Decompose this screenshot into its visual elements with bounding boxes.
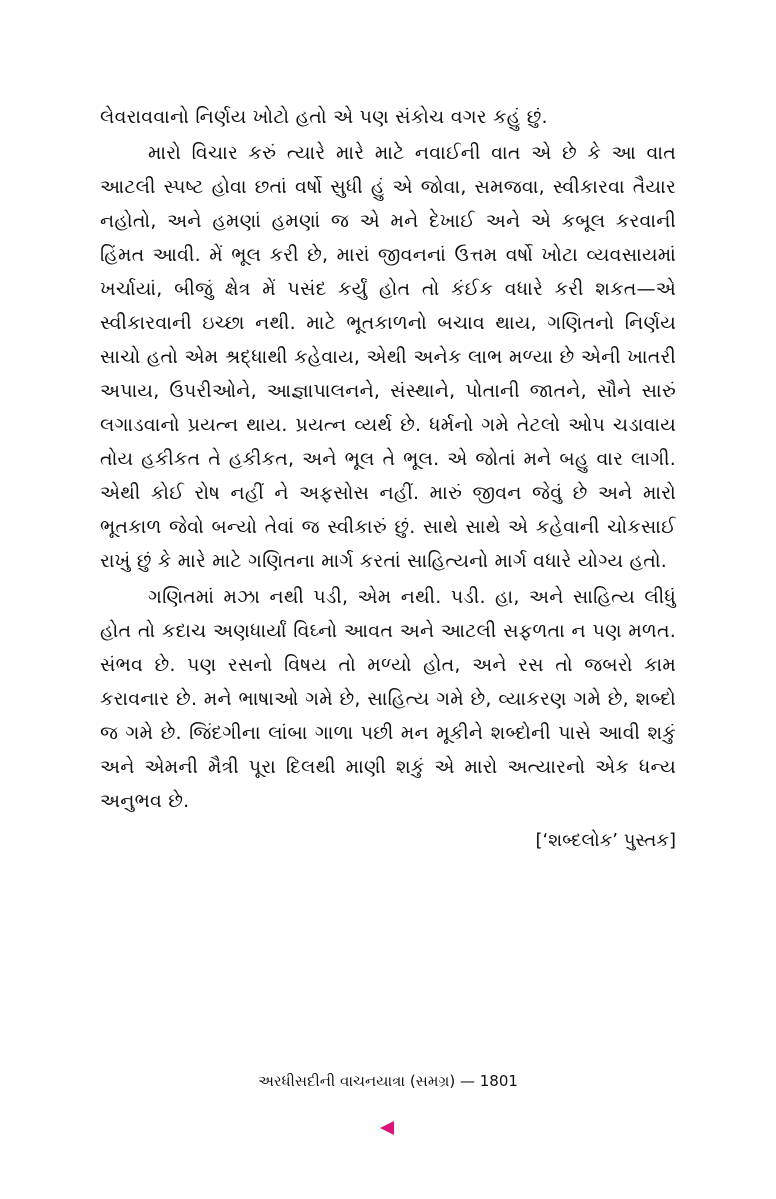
prev-page-arrow-icon[interactable] — [380, 1121, 394, 1135]
page-body — [100, 100, 676, 858]
page-footer: અરધીસદીની વાચનયાત્રા (સમગ્ર) — 1801 — [258, 1072, 518, 1090]
paragraph-continued: લેવરાવવાનો નિર્ણય ખોટો હતો એ પણ સંકોચ વગર કહું છું. — [100, 106, 548, 128]
paragraph-reflection: મારો વિચાર કરું ત્યારે મારે માટે નવાઈની વાત એ છે કે આ વાત આટલી સ્પષ્ટ હોવા છતાં વર્ષો સુધી હું એ જોવા, સમજવા, સ્વીકારવા તૈયાર નહોતો, અને હમણાં હમણાં જ એ મને દેખાઈ અને એ કબૂલ કરવાની હિંમત આવી. મેં ભૂલ કરી છે, મારાં જીવનનાં ઉત્તમ વર્ષો ખોટા વ્યવસાયમાં ખર્ચાયાં, બીજું ક્ષેત્ર મેં પસંદ કર્યું હોત તો કંઈક વધારે કરી શકત—એ સ્વીકારવાની ઇચ્છા નથી. માટે ભૂતકાળનો બચાવ થાય, ગણિતનો નિર્ણય સાચો હતો એમ શ્રદ્ધાથી કહેવાય, એથી અનેક લાભ મળ્યા છે એની ખાતરી અપાય, ઉપરીઓને, આજ્ઞાપાલનને, સંસ્થાને, પોતાની જાતને, સૌને સારું લગાડવાનો પ્રયત્ન થાય. પ્રયત્ન વ્યર્થ છે. ધર્મનો ગમે તેટલો ઓપ ચડાવાય તોય હકીકત તે હકીકત, અને ભૂલ તે ભૂલ. એ જોતાં મને બહુ વાર લાગી. એથી કોઈ રોષ નહીં ને અફસોસ નહીં. મારું જીવન જેવું છે અને મારો ભૂતકાળ જેવો બન્યો તેવાં જ સ્વીકારું છું. સાથે સાથે એ કહેવાની ચોકસાઈ રાખું છું કે મારે માટે ગણિતના માર્ગ કરતાં સાહિત્યનો માર્ગ વધારે યોગ્ય હતો. — [100, 142, 676, 572]
paragraph-conclusion: ગણિતમાં મઝા નથી પડી, એમ નથી. પડી. હા, અને સાહિત્ય લીધું હોત તો કદાચ અણધાર્યાં વિઘ્નો આવત અને આટલી સફળતા ન પણ મળત. સંભવ છે. પણ રસનો વિષય તો મળ્યો હોત, અને રસ તો જબરો કામ કરાવનાર છે. મને ભાષાઓ ગમે છે, સાહિત્ય ગમે છે, વ્યાકરણ ગમે છે, શબ્દો જ ગમે છે. જિંદગીના લાંબા ગાળા પછી મન મૂકીને શબ્દોની પાસે આવી શકું અને એમની મૈત્રી પૂરા દિલથી માણી શકું એ મારો અત્યારનો એક ધન્ય અનુભવ છે. — [100, 586, 676, 812]
source-citation: [‘શબ્દલોક’ પુસ્તક] — [535, 830, 676, 851]
